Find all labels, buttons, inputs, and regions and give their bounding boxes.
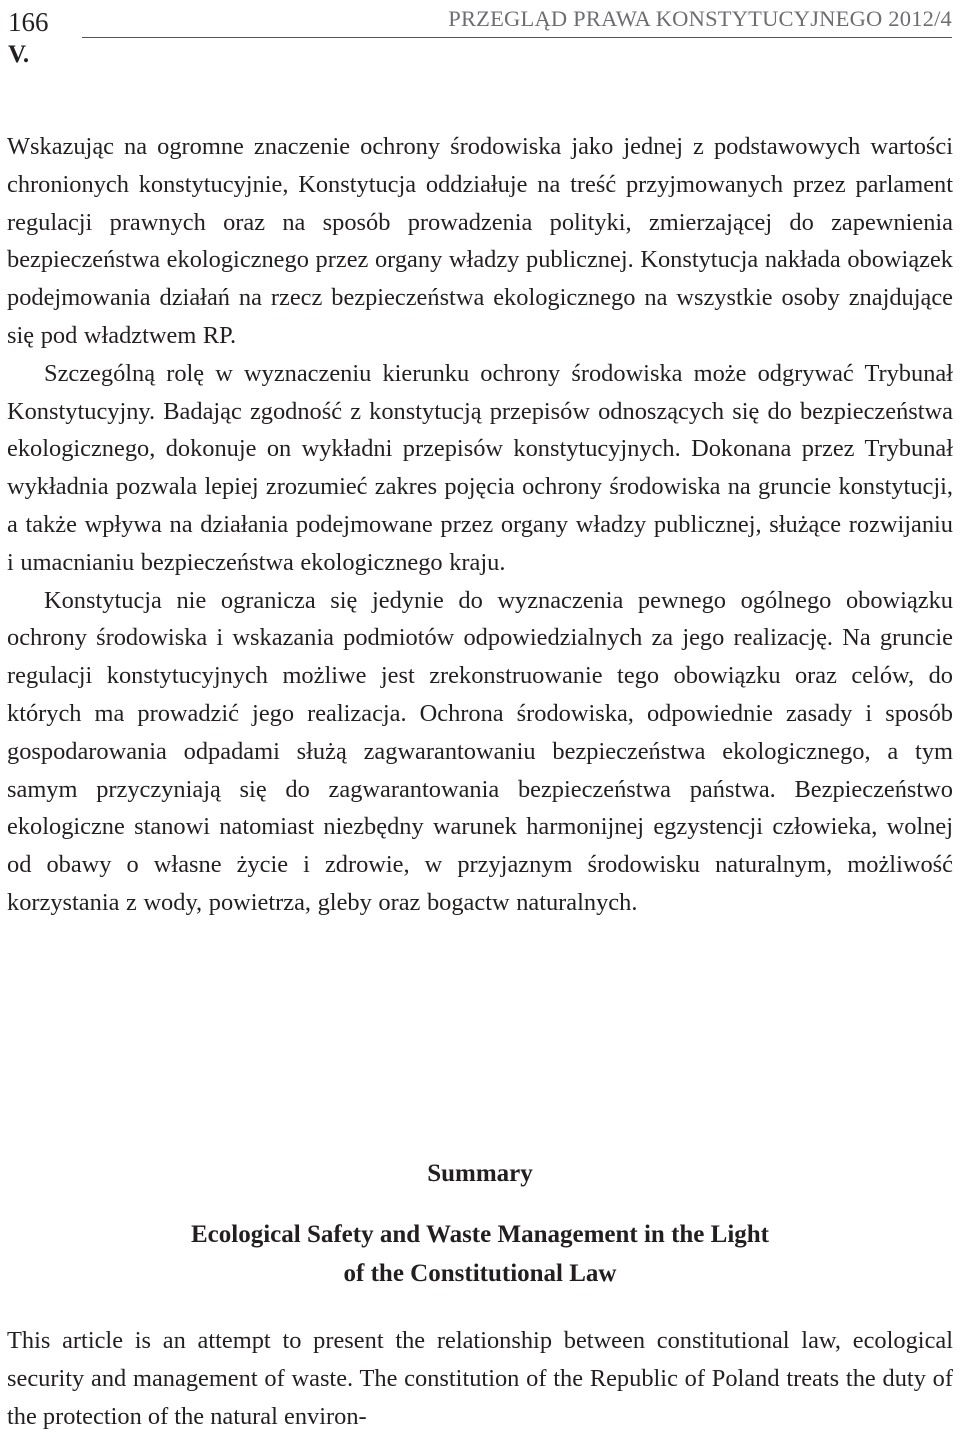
header-rule: [82, 37, 952, 38]
page-header: [8, 0, 952, 46]
section-body: [7, 128, 953, 922]
summary-body: [7, 1322, 953, 1436]
page-number: 166: [8, 7, 49, 37]
summary-paragraph: This article is an attempt to present the relationship between constitutional law, ecological security and management of waste. The constitution of the Republic of Poland treats the duty of the protection of the natural environ-: [7, 1327, 953, 1430]
paragraph-1: Wskazując na ogromne znaczenie ochrony środowiska jako jednej z podstawowych wartości chronionych konstytucyjnie, Konstytucja oddziałuje na treść przyjmowanych przez parlament regulacji prawnych oraz na sposób prowadzenia polityki, zmierzającej do zapewnienia bezpieczeństwa ekologicznego przez organy władzy publicznej. Konstytucja nakłada obowiązek podejmowania działań na rzecz bezpieczeństwa ekologicznego na wszystkie osoby znajdujące się pod władztwem RP.: [7, 133, 953, 349]
paragraph-3: Konstytucja nie ogranicza się jedynie do wyznaczenia pewnego ogólnego obowiązku ochrony środowiska i wskazania podmiotów odpowiedzialnych za jego realizację. Na gruncie regulacji konstytucyjnych możliwe jest zrekonstruowanie tego obowiązku oraz celów, do których ma prowadzić jego realizacja. Ochrona środowiska, odpowiednie zasady i sposób gospodarowania odpadami służą zagwarantowaniu bezpieczeństwa ekologicznego, a tym samym przyczyniają się do zagwarantowania bezpieczeństwa państwa. Bezpieczeństwo ekologiczne stanowi natomiast niezbędny warunek harmonijnej egzystencji człowieka, wolnej od obawy o własne życie i zdrowie, w przyjaznym środowisku naturalnym, możliwość korzystania z wody, powietrza, gleby oraz bogactw naturalnych.: [7, 586, 953, 916]
running-title: PRZEGLĄD PRAWA KONSTYTUCYJNEGO 2012/4: [448, 6, 952, 31]
section-numeral: V.: [8, 41, 30, 68]
summary-title: [120, 1215, 840, 1293]
summary-title-line-2: of the Constitutional Law: [343, 1260, 617, 1287]
summary-title-line-1: Ecological Safety and Waste Management in the Light: [190, 1221, 769, 1248]
paragraph-2: Szczególną rolę w wyznaczeniu kierunku ochrony środowiska może odgrywać Trybunał Konstytucyjny. Badając zgodność z konstytucją przepisów odnoszących się do bezpieczeństwa ekologicznego, dokonuje on wykładni przepisów konstytucyjnych. Dokonana przez Trybunał wykładnia pozwala lepiej zrozumieć zakres pojęcia ochrony środowiska na gruncie konstytucji, a także wpływa na działania podejmowane przez organy władzy publicznej, służące rozwijaniu i umacnianiu bezpieczeństwa ekologicznego kraju.: [7, 359, 953, 576]
summary-heading: Summary: [427, 1160, 533, 1187]
